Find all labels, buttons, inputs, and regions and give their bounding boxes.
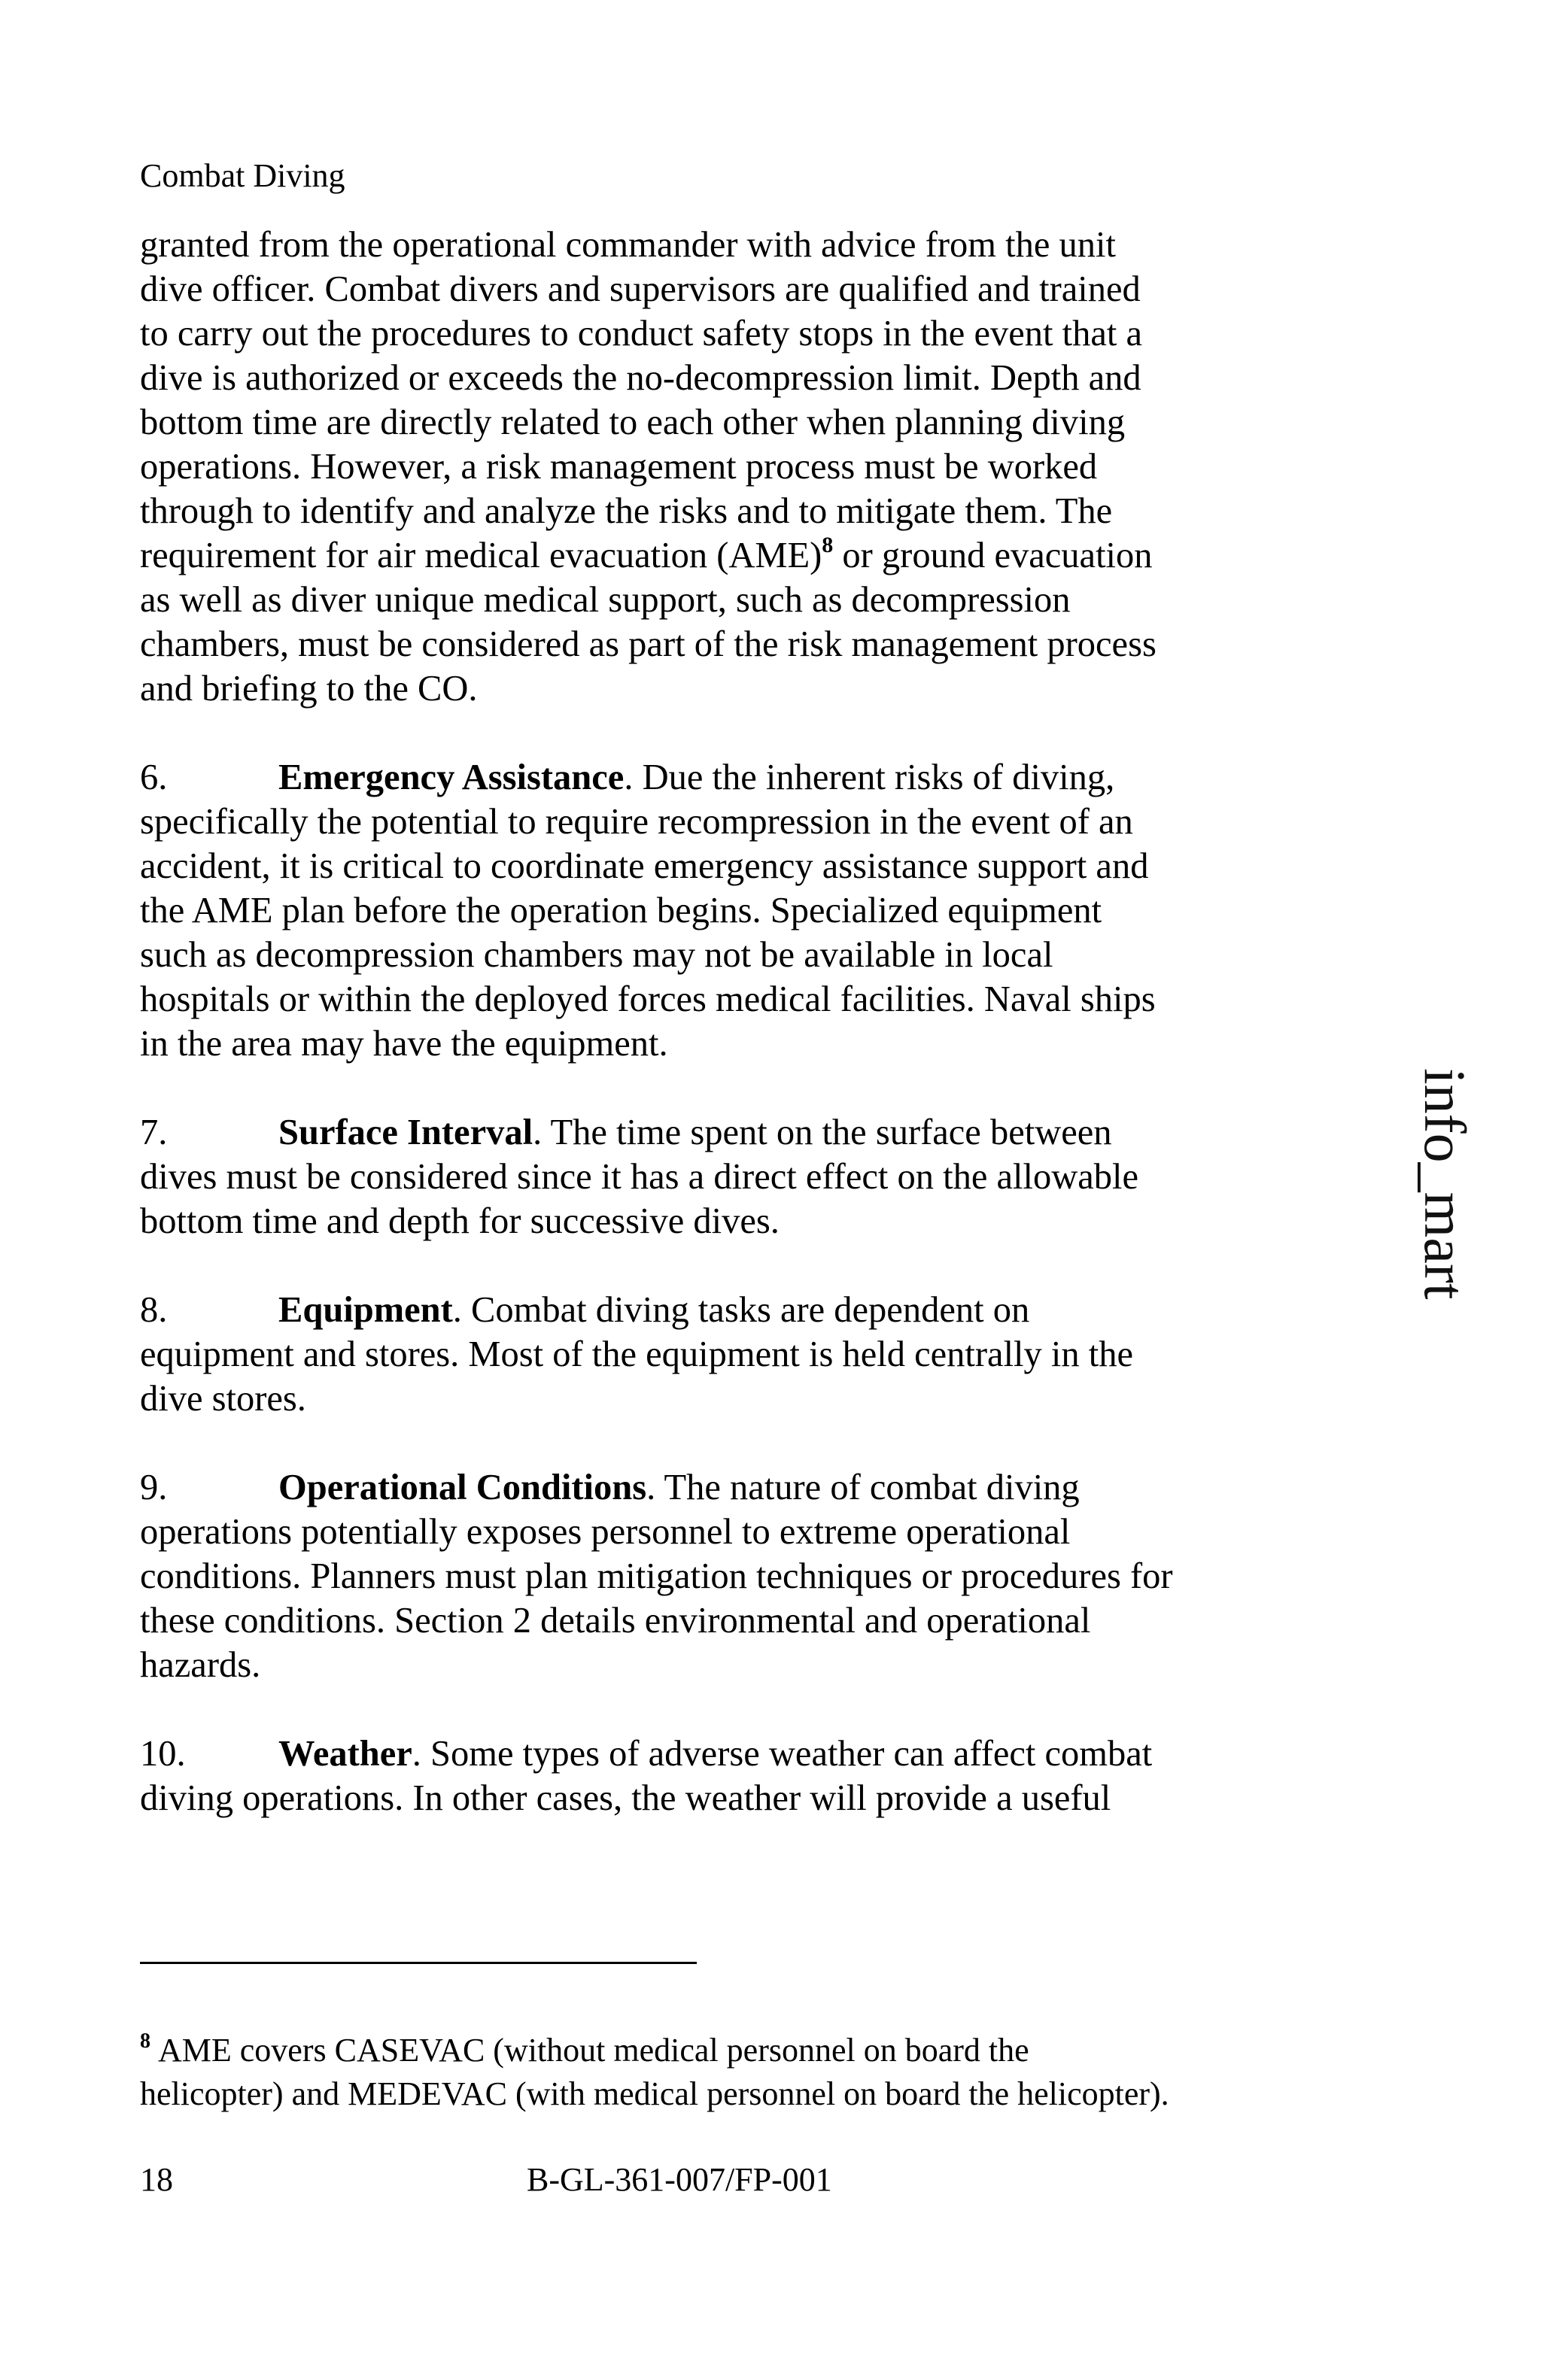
body-line: the AME plan before the operation begins. Specialized equipment <box>140 891 1102 930</box>
footnote-marker: 8 <box>140 2029 150 2053</box>
body-line: to carry out the procedures to conduct safety stops in the event that a <box>140 314 1142 354</box>
paragraph-10-first-line <box>140 1732 1254 1776</box>
body-line: bottom time and depth for successive dives. <box>140 1201 780 1241</box>
body-line: dive is authorized or exceeds the no-decompression limit. Depth and <box>140 358 1141 398</box>
paragraph-9-first-line <box>140 1465 1254 1510</box>
footnote-text: AME covers CASEVAC (without medical personnel on board the <box>158 2032 1029 2069</box>
paragraph-number: 10. <box>140 1734 186 1774</box>
paragraph-gap <box>140 1243 1254 1288</box>
paragraph-gap <box>140 1421 1254 1465</box>
document-id: B-GL-361-007/FP-001 <box>527 2161 832 2198</box>
body-line: dives must be considered since it has a direct effect on the allowable <box>140 1157 1139 1197</box>
body-line: dive officer. Combat divers and supervisors are qualified and trained <box>140 269 1141 309</box>
paragraph-6-first-line <box>140 755 1254 800</box>
body-line: conditions. Planners must plan mitigation techniques or procedures for <box>140 1556 1173 1596</box>
body-line: and briefing to the CO. <box>140 669 478 709</box>
paragraph-7-first-line <box>140 1110 1254 1155</box>
body-text-span: requirement for air medical evacuation (AME) <box>140 536 822 575</box>
body-line: through to identify and analyze the risks and to mitigate them. The <box>140 491 1113 531</box>
body-line: dive stores. <box>140 1379 306 1419</box>
footnote-separator <box>140 1962 697 1964</box>
running-header: Combat Diving <box>140 157 345 194</box>
body-line: granted from the operational commander with advice from the unit <box>140 225 1116 265</box>
body-line: such as decompression chambers may not be available in local <box>140 935 1053 975</box>
body-line: bottom time are directly related to each other when planning diving <box>140 402 1126 442</box>
paragraph-number: 7. <box>140 1113 168 1152</box>
body-line: operations potentially exposes personnel to extreme operational <box>140 1512 1071 1552</box>
paragraph-8-first-line <box>140 1288 1254 1332</box>
paragraph-heading: Weather <box>278 1734 412 1774</box>
page-number: 18 <box>140 2161 173 2198</box>
paragraph-heading: Emergency Assistance <box>278 757 625 797</box>
body-line: accident, it is critical to coordinate emergency assistance support and <box>140 846 1149 886</box>
body-line: hazards. <box>140 1645 261 1685</box>
body-text-span: . Some types of adverse weather can affect combat <box>412 1734 1153 1774</box>
paragraph-heading: Operational Conditions <box>278 1468 647 1507</box>
paragraph-gap <box>140 711 1254 755</box>
body-text-span: . The nature of combat diving <box>646 1468 1080 1507</box>
paragraph-gap <box>140 1687 1254 1732</box>
body-text-span: . Due the inherent risks of diving, <box>624 757 1115 797</box>
paragraph-gap <box>140 1066 1254 1110</box>
paragraph-number: 8. <box>140 1290 168 1330</box>
body-line: diving operations. In other cases, the weather will provide a useful <box>140 1778 1111 1818</box>
body-line-with-footnote-ref <box>140 533 1254 578</box>
body-line: as well as diver unique medical support, such as decompression <box>140 580 1071 620</box>
body-line: chambers, must be considered as part of the risk management process <box>140 624 1157 664</box>
body-text <box>140 223 1254 1820</box>
paragraph-number: 6. <box>140 757 168 797</box>
paragraph-number: 9. <box>140 1468 168 1507</box>
body-line: hospitals or within the deployed forces medical facilities. Naval ships <box>140 979 1156 1019</box>
body-line: equipment and stores. Most of the equipment is held centrally in the <box>140 1334 1133 1374</box>
body-text-span: . Combat diving tasks are dependent on <box>452 1290 1030 1330</box>
footnote-line: helicopter) and MEDEVAC (with medical personnel on board the helicopter). <box>140 2075 1169 2112</box>
footnote <box>140 2031 1269 2114</box>
body-text-span: or ground evacuation <box>833 536 1153 575</box>
watermark: info_mart <box>1412 1068 1478 1300</box>
footnote-reference[interactable]: 8 <box>822 533 834 557</box>
footnote-line <box>140 2031 1269 2075</box>
body-line: in the area may have the equipment. <box>140 1024 668 1064</box>
body-line: specifically the potential to require recompression in the event of an <box>140 802 1133 842</box>
body-text-span: . The time spent on the surface between <box>533 1113 1112 1152</box>
body-line: these conditions. Section 2 details environmental and operational <box>140 1601 1091 1641</box>
paragraph-heading: Equipment <box>278 1290 453 1330</box>
body-line: operations. However, a risk management process must be worked <box>140 447 1098 487</box>
paragraph-heading: Surface Interval <box>278 1113 533 1152</box>
